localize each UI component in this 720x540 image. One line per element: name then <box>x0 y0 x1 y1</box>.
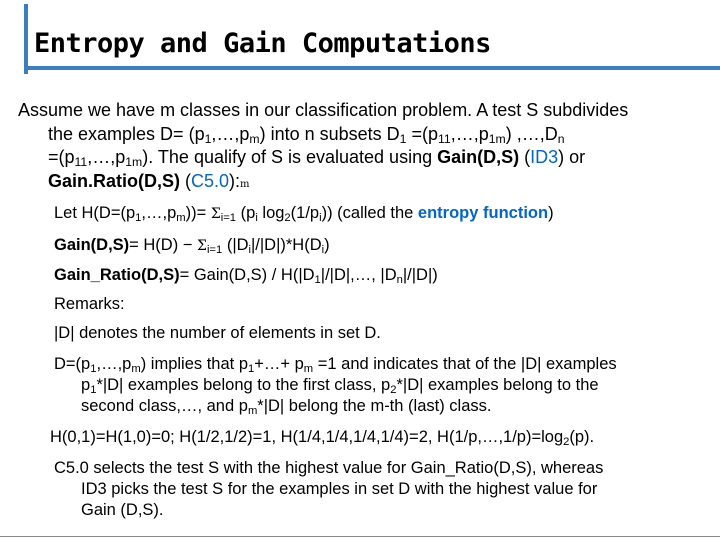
entropy-function-term: entropy function <box>417 204 549 222</box>
footer-rule <box>0 536 720 537</box>
intro-paragraph <box>18 99 714 196</box>
remark-set-size: |D| denotes the number of elements in set D. <box>54 324 381 342</box>
page-title: Entropy and Gain Computations <box>34 28 491 59</box>
entropy-definition: Let $H(D=(p_1,\dots,p_m))= \Sigma_{i=1}$ ($p_i$ $\log_2(1/p_i)$) (called the entropy function) <box>54 204 554 224</box>
title-rule-vertical <box>24 4 28 74</box>
remarks-heading: Remarks: <box>54 295 125 313</box>
intro-line-3: $=(p_{11},\dots,p_{1m})$. The qualify of S is evaluated using Gain(D,S) (ID3) or <box>48 147 586 169</box>
gain-ratio-definition: Gain_Ratio(D,S)= Gain(D,S) / $H(|D_1|/|D|,\dots$, $|D_n|/|D|$) <box>54 266 438 286</box>
remark-probabilities: $D=(p_1,\dots,p_m)$ implies that $p_1+\dots+ p_m =1$ and indicates that of the |D| examples $p_1*|D|$ examples belong to the first class, $p_2*|D|$ examples belong to the second class,…, and $p_m*|D|$ belong the m-th (last) class. <box>54 355 617 417</box>
sigma-symbol: Σ <box>210 206 221 222</box>
sigma-symbol: Σ <box>197 238 207 254</box>
intro-line-1: Assume we have m classes in our classification problem. A test S subdivides <box>18 100 629 120</box>
gain-definition: Gain(D,S)= $H(D) - \Sigma_{i=1}$ $(|D_i|/|D|)*H(D_i)$ <box>54 236 330 256</box>
remark-entropy-examples: H(0,1)=H(1,0)=0; H(1/2,1/2)=1, H(1/4,1/4,1/4,1/4)=2, $H(1/p,\dots,1/p)=\log_2(p)$. <box>50 428 595 448</box>
title-rule-horizontal <box>24 66 720 70</box>
intro-line-2: the examples $D= (p_1,\dots,p_m)$ into n subsets $D_1$ $=(p_{11},\dots,p_{1m})$ $,\dots,D_n$ <box>48 123 565 146</box>
intro-line-4: Gain.Ratio(D,S) (C5.0):m <box>48 170 250 191</box>
remark-c50-vs-id3: C5.0 selects the test S with the highest value for Gain_Ratio(D,S), whereas ID3 picks the test S for the examples in set D with the highest value for Gain (D,S). <box>54 459 604 519</box>
